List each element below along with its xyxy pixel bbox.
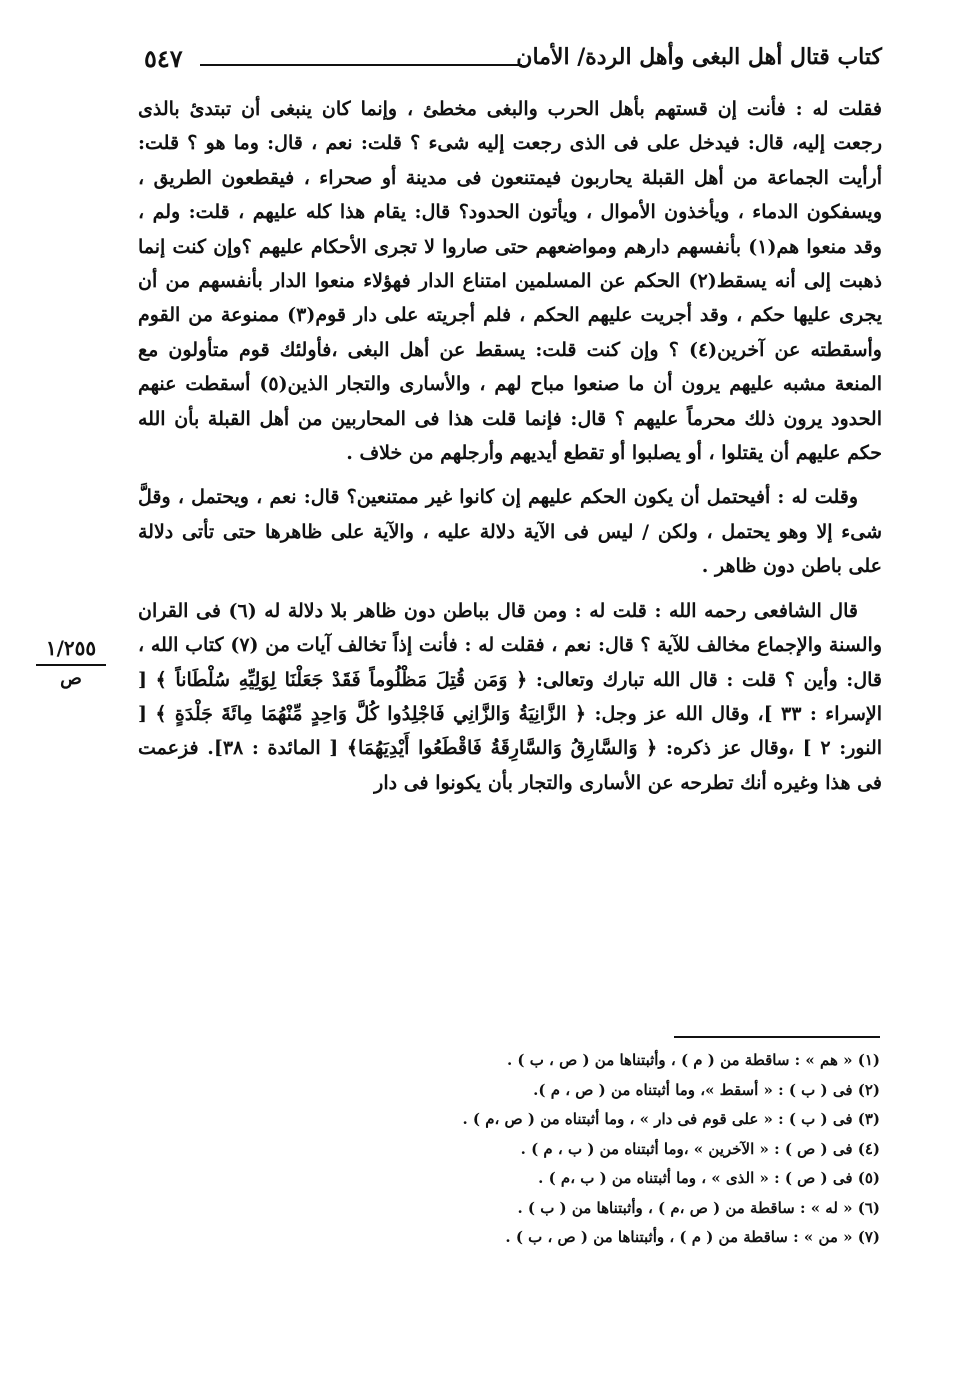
margin-folio: ١/٢٥٥ <box>36 636 106 666</box>
margin-manuscript-siglum: ص <box>60 668 82 689</box>
footnote-separator <box>674 1036 880 1038</box>
footnote-item: (٣) فى ( ب ) : « على قوم فى دار » ، وما أثبتناه من ( ص ،م ) . <box>462 1110 880 1128</box>
footnote-item: (٧) « من » : ساقطة من ( م ) ، وأثبتناها من ( ص ، ب ) . <box>505 1228 880 1246</box>
body-text <box>138 92 882 810</box>
paragraph-2: وقلت له : أفيحتمل أن يكون الحكم عليهم إن كانوا غير ممتنعين؟ قال: نعم ، ويحتمل ، وقلَّ شىء إلا وهو يحتمل ، ولكن / ليس فى الآية دلالة عليه ، والآية على ظاهرها حتى تأتى دلالة على باطن دون ظاهر . <box>138 486 882 578</box>
margin-manuscript-reference <box>36 636 106 692</box>
header-rule <box>200 64 522 66</box>
running-title: كتاب قتال أهل البغى وأهل الردة/ الأمان <box>516 44 882 70</box>
footnote-item: (٥) فى ( ص ) : « الذى » ، وما أثبتناه من ( ب ،م ) . <box>538 1169 880 1187</box>
page-header <box>138 44 882 80</box>
footnote-item: (٢) فى ( ب ) : « أسقط »، وما أثبتناه من ( ص ، م ). <box>533 1080 880 1099</box>
page-number: ٥٤٧ <box>144 44 183 73</box>
footnote-item: (٦) « له » : ساقطة من ( ص ،م ) ، وأثبتناها من ( ب ) . <box>517 1198 880 1217</box>
paragraph-3: قال الشافعى رحمه الله : قلت له : ومن قال بباطن دون ظاهر بلا دلالة له (٦) فى القران والسنة والإجماع مخالف للآية ؟ قال: نعم ، فقلت له : فأنت إذاً تخالف آيات من (٧) كتاب الله ، قال: وأين ؟ قلت : قال الله تبارك وتعالى: ﴿ وَمَن قُتِلَ مَظْلُوماً فَقَدْ جَعَلْنَا لِوَلِيِّهِ سُلْطَاناً ﴾ [ الإسراء : ٣٣ ]، وقال الله عز وجل: ﴿ الزَّانِيَةُ وَالزَّانِي فَاجْلِدُوا كُلَّ وَاحِدٍ مِّنْهُمَا مِائَةَ جَلْدَةٍ ﴾ [ النور: ٢ ] ،وقال عز ذكره: ﴿ وَالسَّارِقُ وَالسَّارِقَةُ فَاقْطَعُوا أَيْدِيَهُمَا﴾ [ المائدة : ٣٨]. فزعمت فى هذا وغيره أنك تطرحه عن الأسارى والتجار بأن يكونوا فى دار <box>138 599 883 794</box>
footnotes-list <box>280 1046 880 1253</box>
footnote-item: (١) « هم » : ساقطة من ( م ) ، وأثبتناها من ( ص ، ب ) . <box>506 1051 880 1069</box>
footnote-item: (٤) فى ( ص ) : « الآخرين » ،وما أثبتناه من ( ب ، م ) . <box>520 1139 880 1158</box>
paragraph-1: فقلت له : فأنت إن قستهم بأهل الحرب والبغى مخطئ ، وإنما كان ينبغى أن تبتدئ بالذى رجعت إليه، قال: فيدخل على فى الذى رجعت إليه شىء ؟ قلت: نعم ، قال: وما هو ؟ قلت: أرأيت الجماعة من أهل القبلة يحاربون فيمتنعون فى مدينة أو صحراء ، فيقطعون الطريق ، ويسفكون الدماء ، ويأخذون الأموال ، ويأتون الحدود؟ قال: يقام هذا كله عليهم ، قلت: ولم ، وقد منعوا هم(١) بأنفسهم دارهم ومواضعهم حتى صاروا لا تجرى الأحكام عليهم ؟وإن كنت إنما ذهبت إلى أنه يسقط(٢) الحكم عن المسلمين امتناع الدار فهؤلاء منعوا الدار بأنفسهم من أن يجرى عليها حكم ، وقد أجريت عليهم الحكم ، فلم أجريته على دار قوم(٣) ممنوعة من القوم وأسقطته عن آخرين(٤) ؟ وإن كنت قلت: يسقط عن أهل البغى ،فأولئك قوم متأولون مع المنعة مشبه عليهم يرون أن ما صنعوا مباح لهم ، والأسارى والتجار الذين(٥) أسقطت عنهم الحدود يرون ذلك محرماً عليهم ؟ قال: فإنما قلت هذا فى المحاربين من أهل القبلة بأن الله حكم عليهم أن يقتلوا ، أو يصلبوا أو تقطع أيديهم وأرجلهم من خلاف . <box>138 98 882 465</box>
